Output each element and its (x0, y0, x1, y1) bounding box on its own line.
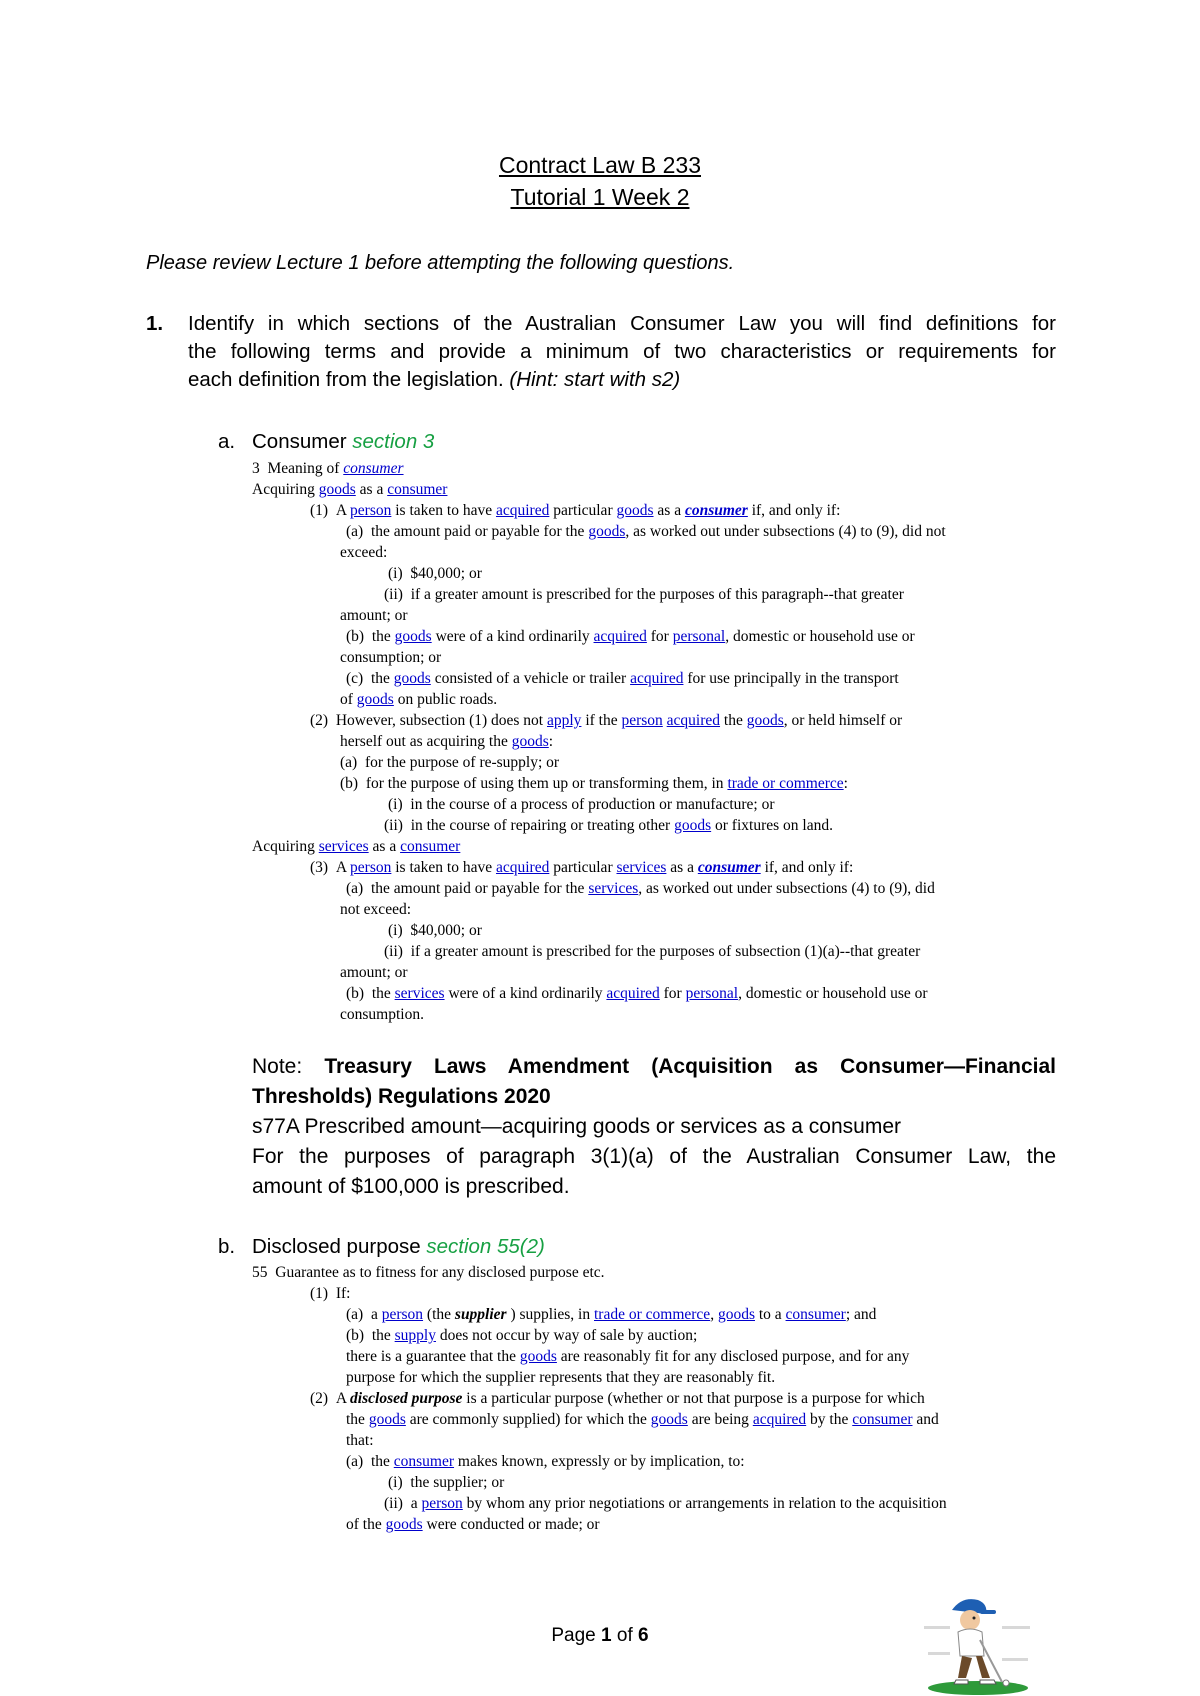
text: as a (657, 502, 682, 519)
paragraph-marker: (a) (346, 523, 364, 540)
s55-1-guarantee (346, 1348, 909, 1366)
acquiring-goods-heading (252, 481, 447, 499)
text: the (371, 1327, 391, 1344)
s3-1-c-cont (340, 691, 497, 709)
link-acquired[interactable]: acquired (752, 1411, 807, 1428)
link-person[interactable]: person (350, 859, 392, 876)
item-a-label: Consumer (252, 430, 347, 453)
s3-3-a (346, 880, 935, 898)
page-number: 1 (601, 1625, 612, 1646)
question-number: 1. (146, 312, 164, 335)
link-consumer[interactable]: consumer (393, 1453, 455, 1470)
s3-1-a-i (388, 565, 482, 583)
page-of: of (616, 1625, 633, 1646)
link-consumer[interactable]: consumer (785, 1306, 846, 1323)
item-b-heading (252, 1235, 545, 1259)
text: does not occur by way of sale by auction; (439, 1327, 698, 1344)
text: However, subsection (1) does not (335, 712, 544, 729)
s3-3-a-ii-cont: amount; or (340, 964, 408, 981)
text: the (370, 670, 390, 687)
link-acquired[interactable]: acquired (666, 712, 721, 729)
s3-number: 3 (252, 460, 260, 477)
link-goods[interactable]: goods (746, 712, 784, 729)
link-goods[interactable]: goods (519, 1348, 557, 1365)
text: , as worked out under subsections (4) to (9), did not (625, 523, 946, 540)
subparagraph-marker: (i) (388, 922, 403, 939)
text: for the purpose of re-supply; or (364, 754, 560, 771)
text: : (843, 775, 848, 792)
subparagraph-marker: (i) (388, 796, 403, 813)
link-services[interactable]: services (616, 859, 667, 876)
link-goods[interactable]: goods (394, 628, 432, 645)
link-goods[interactable]: goods (368, 1411, 406, 1428)
s55-heading (252, 1264, 605, 1282)
s3-subsection-1 (310, 502, 840, 520)
text: as a (372, 838, 397, 855)
s3-subsection-3 (310, 859, 853, 877)
link-goods[interactable]: goods (717, 1306, 755, 1323)
subparagraph-marker: (i) (388, 565, 403, 582)
s55-2-a-i (388, 1474, 504, 1492)
link-goods[interactable]: goods (588, 523, 626, 540)
question-line-1: Identify in which sections of the Australian Consumer Law you will find definitions for (188, 312, 1056, 335)
item-b-section: section 55(2) (426, 1235, 545, 1258)
text: the (371, 628, 391, 645)
link-goods[interactable]: goods (511, 733, 549, 750)
link-goods[interactable]: goods (616, 502, 654, 519)
note-purposes-line-2: amount of $100,000 is prescribed. (252, 1175, 570, 1198)
text: , or held himself or (783, 712, 903, 729)
s3-2-cont (340, 733, 553, 751)
text: consisted of a vehicle or trailer (434, 670, 627, 687)
text: if, and only if: (764, 859, 854, 876)
s3-3-a-cont: not exceed: (340, 901, 412, 918)
link-consumer[interactable]: consumer (400, 838, 461, 855)
s3-1-b (346, 628, 915, 646)
subsection-number: (2) (310, 1390, 329, 1407)
item-b-label: Disclosed purpose (252, 1235, 421, 1258)
tutorial-title: Tutorial 1 Week 2 (510, 184, 690, 210)
text: , domestic or household use or (738, 985, 928, 1002)
note-purposes-line-1: For the purposes of paragraph 3(1)(a) of the Australian Consumer Law, the (252, 1145, 1056, 1168)
text: a (370, 1306, 378, 1323)
note-regulation-title: Treasury Laws Amendment (Acquisition as Consumer—Financial (324, 1055, 1057, 1078)
intro-text: Please review Lecture 1 before attempting the following questions. (146, 252, 735, 274)
paragraph-marker: (b) (346, 1327, 365, 1344)
text: , domestic or household use or (725, 628, 915, 645)
text: : (548, 733, 554, 750)
note-line-1 (252, 1055, 1056, 1079)
link-personal[interactable]: personal (685, 985, 739, 1002)
s3-3-b (346, 985, 928, 1003)
text: $40,000; or (410, 922, 482, 939)
s55-title: Guarantee as to fitness for any disclosed purpose etc. (275, 1264, 605, 1281)
text: are being (691, 1411, 749, 1428)
s55-2-cont-2: that: (346, 1432, 374, 1449)
s3-1-a-cont: exceed: (340, 544, 388, 561)
paragraph-marker: (b) (340, 775, 359, 792)
s3-3-b-cont: consumption. (340, 1006, 424, 1023)
subparagraph-marker: (ii) (384, 586, 403, 603)
paragraph-marker: (a) (346, 1306, 364, 1323)
link-acquired[interactable]: acquired (593, 628, 647, 645)
link-person[interactable]: person (621, 712, 663, 729)
text: are commonly supplied) for which the (409, 1411, 647, 1428)
text: if a greater amount is prescribed for the purposes of subsection (1)(a)--that greater (410, 943, 921, 960)
text: in the course of a process of production or manufacture; or (410, 796, 775, 813)
s55-2-a-ii (384, 1495, 947, 1513)
subparagraph-marker: (ii) (384, 817, 403, 834)
subsection-number: (1) (310, 1285, 329, 1302)
link-consumer[interactable]: consumer (684, 502, 748, 519)
link-acquired[interactable]: acquired (495, 502, 550, 519)
text: the amount paid or payable for the (370, 523, 585, 540)
term-supplier: supplier (454, 1306, 507, 1323)
text: if, and only if: (751, 502, 841, 519)
note-s77a: s77A Prescribed amount—acquiring goods or services as a consumer (252, 1115, 901, 1138)
paragraph-marker: (b) (346, 985, 365, 1002)
s55-2-a-ii-cont (346, 1516, 600, 1534)
text: or fixtures on land. (715, 817, 833, 834)
text: on public roads. (397, 691, 498, 708)
text: of (340, 691, 353, 708)
s55-subsection-2 (310, 1390, 925, 1408)
text: a (410, 1495, 418, 1512)
term-disclosed-purpose: disclosed purpose (350, 1390, 463, 1407)
text: particular (553, 502, 613, 519)
link-acquired[interactable]: acquired (630, 670, 684, 687)
s3-3-a-i (388, 922, 482, 940)
text: are reasonably fit for any disclosed purpose, and for any (560, 1348, 910, 1365)
text: the (346, 1411, 365, 1428)
s3-3-a-ii (384, 943, 920, 961)
paragraph-marker: (b) (346, 628, 365, 645)
text: ) supplies, in (510, 1306, 591, 1323)
text: ; and (845, 1306, 877, 1323)
text: of the (346, 1516, 382, 1533)
acquiring-services-heading (252, 838, 460, 856)
question-line-3-text: each definition from the legislation. (188, 368, 504, 391)
s3-2-b-i (388, 796, 775, 814)
link-consumer[interactable]: consumer (852, 1411, 913, 1428)
s55-number: 55 (252, 1264, 268, 1281)
link-consumer[interactable]: consumer (343, 460, 404, 477)
text: were conducted or made; or (426, 1516, 600, 1533)
text: the amount paid or payable for the (370, 880, 585, 897)
course-title: Contract Law B 233 (498, 152, 701, 178)
note-label: Note: (252, 1055, 303, 1078)
text: there is a guarantee that the (346, 1348, 516, 1365)
item-a-marker: a. (218, 430, 236, 453)
s3-2-b (340, 775, 848, 793)
text: the supplier; or (410, 1474, 505, 1491)
item-b-marker: b. (218, 1235, 236, 1258)
s55-1-guarantee-cont: purpose for which the supplier represents that they are reasonably fit. (346, 1369, 776, 1386)
text: were of a kind ordinarily (448, 985, 603, 1002)
paragraph-marker: (a) (346, 1453, 364, 1470)
text: $40,000; or (410, 565, 482, 582)
text: A (335, 502, 347, 519)
text: particular (553, 859, 613, 876)
subsection-number: (1) (310, 502, 329, 519)
text: A (335, 1390, 347, 1407)
s55-1-b (346, 1327, 697, 1345)
text: for the purpose of using them up or transforming them, in (365, 775, 724, 792)
s3-subsection-2 (310, 712, 902, 730)
link-services[interactable]: services (588, 880, 639, 897)
text: , (710, 1306, 715, 1323)
paragraph-marker: (a) (346, 880, 364, 897)
link-person[interactable]: person (350, 502, 392, 519)
s3-1-a-ii (384, 586, 904, 604)
s55-2-a (346, 1453, 745, 1471)
text: Acquiring (252, 838, 315, 855)
text: Acquiring (252, 481, 315, 498)
question-line-2: the following terms and provide a minimum of two characteristics or requirements for (188, 340, 1056, 363)
text: If: (335, 1285, 351, 1302)
item-a-section: section 3 (352, 430, 435, 453)
subsection-number: (2) (310, 712, 329, 729)
text: for use principally in the transport (687, 670, 899, 687)
golfer-mascot-icon (918, 1592, 1036, 1696)
text: (the (426, 1306, 452, 1323)
link-supply[interactable]: supply (394, 1327, 436, 1344)
link-goods[interactable]: goods (356, 691, 394, 708)
link-goods[interactable]: goods (318, 481, 356, 498)
link-acquired[interactable]: acquired (606, 985, 660, 1002)
s3-1-c (346, 670, 899, 688)
text: by the (810, 1411, 849, 1428)
link-person[interactable]: person (381, 1306, 424, 1323)
link-apply[interactable]: apply (547, 712, 582, 729)
s55-1-a (346, 1306, 876, 1324)
text: is taken to have (395, 502, 493, 519)
link-services[interactable]: services (318, 838, 369, 855)
paragraph-marker: (a) (340, 754, 358, 771)
text: the (370, 1453, 390, 1470)
page-label: Page (551, 1625, 596, 1646)
text: as a (359, 481, 384, 498)
s3-2-b-ii (384, 817, 833, 835)
link-consumer[interactable]: consumer (387, 481, 448, 498)
text: the (371, 985, 391, 1002)
subsection-number: (3) (310, 859, 329, 876)
s3-title: Meaning of (267, 460, 340, 477)
link-consumer[interactable]: consumer (697, 859, 761, 876)
subparagraph-marker: (ii) (384, 943, 403, 960)
text: were of a kind ordinarily (435, 628, 590, 645)
s3-1-a-ii-cont: amount; or (340, 607, 408, 624)
text: to a (758, 1306, 782, 1323)
link-goods[interactable]: goods (674, 817, 712, 834)
note-line-2: Thresholds) Regulations 2020 (252, 1085, 551, 1108)
link-trade-or-commerce[interactable]: trade or commerce (594, 1306, 711, 1323)
text: is a particular purpose (whether or not that purpose is a purpose for which (466, 1390, 925, 1407)
page-total: 6 (638, 1625, 649, 1646)
s3-heading (252, 460, 404, 478)
text: the (723, 712, 743, 729)
subparagraph-marker: (i) (388, 1474, 403, 1491)
link-acquired[interactable]: acquired (495, 859, 550, 876)
text: by whom any prior negotiations or arrangements in relation to the acquisition (466, 1495, 947, 1512)
link-goods[interactable]: goods (385, 1516, 423, 1533)
text: if a greater amount is prescribed for the purposes of this paragraph--that greater (410, 586, 904, 603)
text: in the course of repairing or treating other (410, 817, 671, 834)
question-line-3 (188, 368, 680, 392)
link-goods[interactable]: goods (650, 1411, 688, 1428)
text: for (650, 628, 669, 645)
link-services[interactable]: services (394, 985, 445, 1002)
s55-subsection-1 (310, 1285, 350, 1303)
paragraph-marker: (c) (346, 670, 364, 687)
text: if the (585, 712, 618, 729)
link-person[interactable]: person (421, 1495, 463, 1512)
text: as a (670, 859, 694, 876)
link-goods[interactable]: goods (393, 670, 431, 687)
text: A (335, 859, 347, 876)
s3-1-b-cont: consumption; or (340, 649, 442, 666)
text: for (663, 985, 682, 1002)
s3-2-a (340, 754, 559, 772)
s55-2-cont-1 (346, 1411, 939, 1429)
question-hint: (Hint: start with s2) (509, 368, 681, 391)
s3-1-a (346, 523, 946, 541)
text: , as worked out under subsections (4) to (9), did (638, 880, 935, 897)
text: and (916, 1411, 939, 1428)
subparagraph-marker: (ii) (384, 1495, 403, 1512)
text: herself out as acquiring the (340, 733, 508, 750)
item-a-heading (252, 430, 434, 454)
text: makes known, expressly or by implication, to: (457, 1453, 745, 1470)
text: is taken to have (395, 859, 493, 876)
link-personal[interactable]: personal (672, 628, 726, 645)
link-trade-or-commerce[interactable]: trade or commerce (727, 775, 844, 792)
